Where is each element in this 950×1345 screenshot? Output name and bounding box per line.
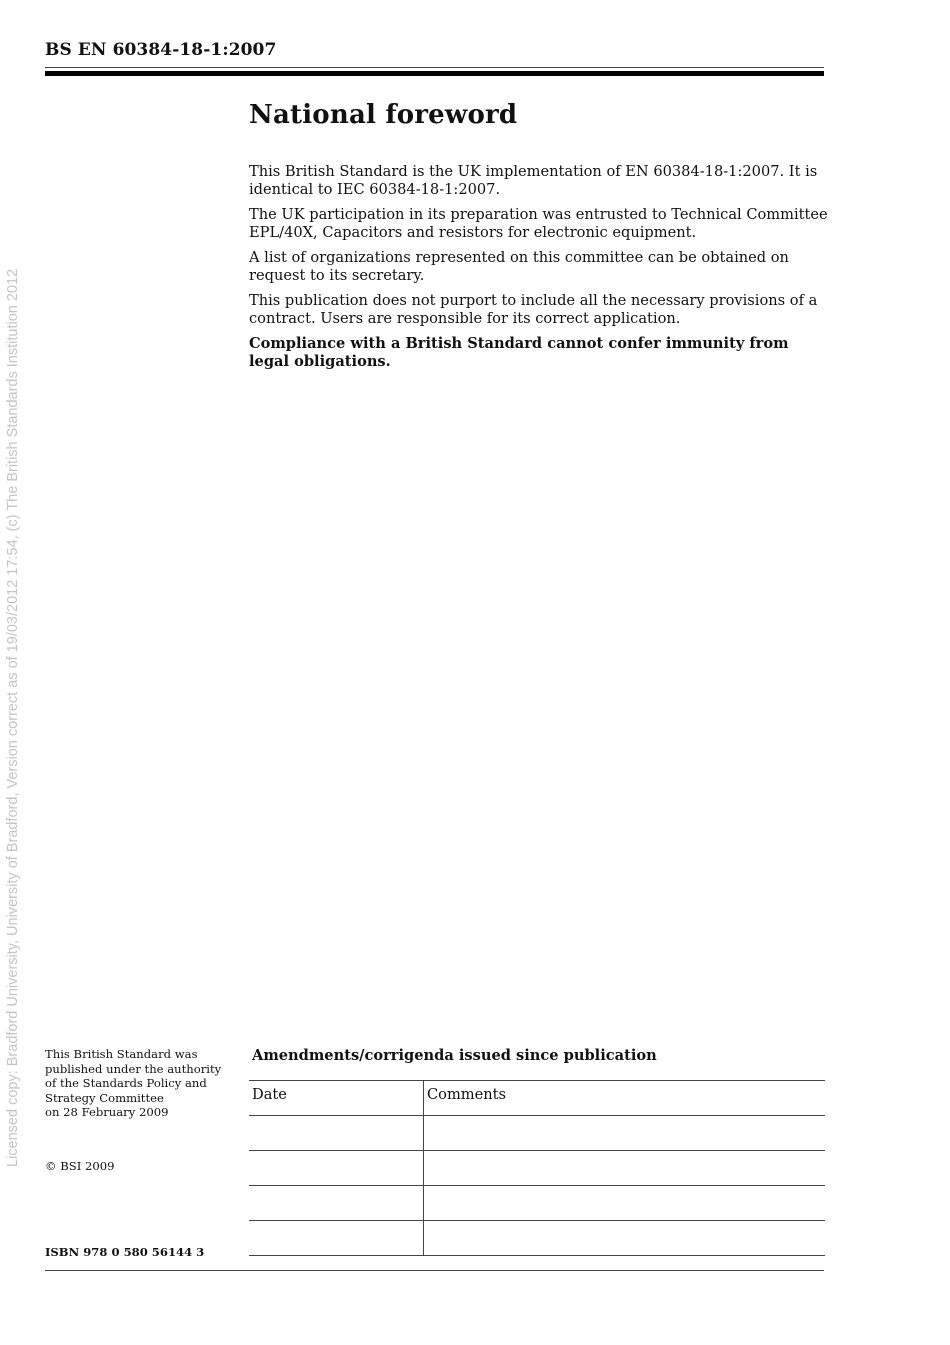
publish-line: on 28 February 2009 (45, 1105, 169, 1120)
publish-line: Strategy Committee (45, 1090, 164, 1105)
comments-cell (424, 1151, 826, 1186)
header-thick-rule (45, 71, 824, 76)
copyright-notice: © BSI 2009 (45, 1159, 115, 1173)
isbn-number: ISBN 978 0 580 56144 3 (45, 1245, 205, 1259)
foreword-paragraph-organizations: A list of organizations represented on this committee can be obtained on request to its secretary. (249, 249, 789, 284)
publication-authority-note (45, 1047, 235, 1120)
table-row (249, 1151, 825, 1186)
license-watermark: Licensed copy: Bradford University, University of Bradford, Version correct as of 19/03/2012 17:54, (c) The British Standards Institution 2012 (5, 268, 21, 1167)
foreword-paragraph-committee: The UK participation in its preparation was entrusted to Technical Committee EPL/40X, Capacitors and resistors for electronic equipment. (249, 206, 828, 241)
foreword-body (249, 163, 829, 378)
comments-cell (424, 1186, 826, 1221)
column-header-comments: Comments (424, 1081, 826, 1116)
column-header-date: Date (249, 1081, 424, 1116)
amendments-title: Amendments/corrigenda issued since publication (252, 1047, 657, 1064)
page-title: National foreword (249, 100, 518, 130)
date-cell (249, 1151, 424, 1186)
date-cell (249, 1186, 424, 1221)
foreword-paragraph-implementation: This British Standard is the UK implementation of EN 60384-18-1:2007. It is identical to IEC 60384-18-1:2007. (249, 163, 818, 198)
comments-cell (424, 1116, 826, 1151)
table-row (249, 1116, 825, 1151)
publish-line: published under the authority (45, 1061, 222, 1076)
document-reference: BS EN 60384-18-1:2007 (45, 40, 277, 60)
table-header-row (249, 1081, 825, 1116)
publish-line: of the Standards Policy and (45, 1076, 207, 1091)
comments-cell (424, 1221, 826, 1256)
date-cell (249, 1116, 424, 1151)
table-row (249, 1186, 825, 1221)
foreword-paragraph-provisions: This publication does not purport to include all the necessary provisions of a contract. Users are responsible for its correct application. (249, 292, 818, 327)
date-cell (249, 1221, 424, 1256)
amendments-table (249, 1080, 825, 1256)
publish-line: This British Standard was (45, 1047, 198, 1061)
header-thin-rule (45, 67, 824, 68)
table-row (249, 1221, 825, 1256)
compliance-note: Compliance with a British Standard cannot confer immunity from legal obligations. (249, 335, 789, 370)
footer-rule (45, 1270, 824, 1271)
